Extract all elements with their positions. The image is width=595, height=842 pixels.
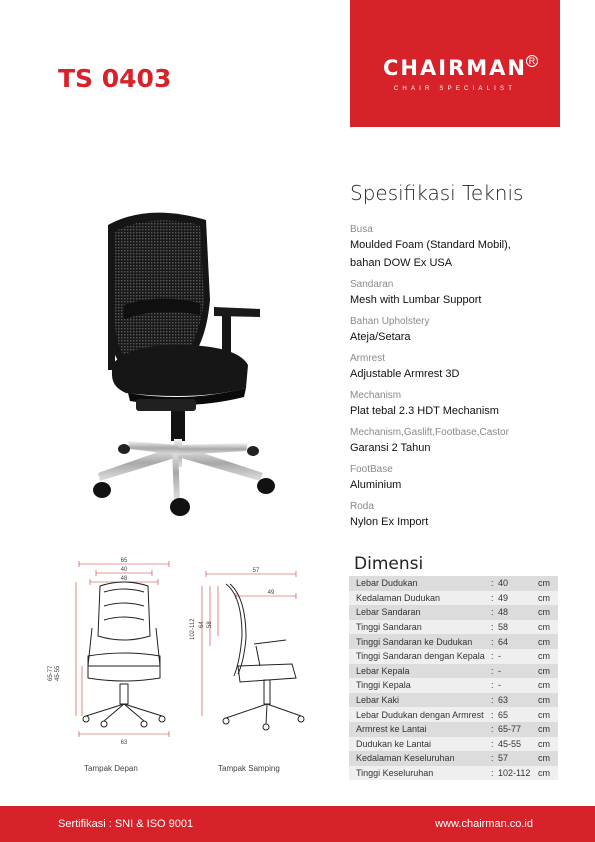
dim-65-77: 65-77 <box>48 665 54 681</box>
side-view-caption: Tampak Samping <box>218 764 280 773</box>
spec-item <box>350 223 570 272</box>
dim-unit: cm <box>538 678 558 693</box>
spec-value: Mesh with Lumbar Support <box>350 294 482 306</box>
dim-colon: : <box>491 693 498 708</box>
table-row <box>349 634 558 649</box>
table-row <box>349 664 558 679</box>
dim-unit: cm <box>538 620 558 635</box>
dim-label: Tinggi Sandaran <box>349 620 491 635</box>
dim-colon: : <box>491 620 498 635</box>
spec-item <box>350 426 570 457</box>
dim-unit: cm <box>538 649 558 664</box>
dim-colon: : <box>491 576 498 591</box>
dim-unit: cm <box>538 591 558 606</box>
dim-unit: cm <box>538 766 558 781</box>
table-row <box>349 620 558 635</box>
dim-64: 64 <box>199 621 205 628</box>
dim-value: - <box>498 678 538 693</box>
dim-label: Tinggi Sandaran ke Dudukan <box>349 634 491 649</box>
dim-colon: : <box>491 766 498 781</box>
dim-unit: cm <box>538 605 558 620</box>
dim-58: 58 <box>207 621 213 628</box>
spec-value: Aluminium <box>350 479 402 491</box>
front-view-caption: Tampak Depan <box>84 764 138 773</box>
dim-unit: cm <box>538 664 558 679</box>
table-row <box>349 649 558 664</box>
spec-item <box>350 315 570 346</box>
table-row <box>349 576 558 591</box>
dim-unit: cm <box>538 751 558 766</box>
dim-45-55: 45-55 <box>55 665 61 681</box>
certification-text: Sertifikasi : SNI & ISO 9001 <box>58 818 194 830</box>
spec-item <box>350 278 570 309</box>
dim-value: 64 <box>498 634 538 649</box>
spec-label: Roda <box>350 501 374 512</box>
table-row <box>349 737 558 752</box>
specs-title: Spesifikasi Teknis <box>350 181 524 205</box>
spec-label: Busa <box>350 224 373 235</box>
dim-label: Lebar Kaki <box>349 693 491 708</box>
dim-value: 45-55 <box>498 737 538 752</box>
dim-label: Lebar Dudukan <box>349 576 491 591</box>
dim-value: 102-112 <box>498 766 538 781</box>
table-row <box>349 693 558 708</box>
dim-40: 40 <box>120 567 128 573</box>
dimensions-table <box>349 576 558 780</box>
spec-label: Bahan Upholstery <box>350 316 430 327</box>
dimensions-title: Dimensi <box>354 554 424 574</box>
spec-label: Mechanism,Gaslift,Footbase,Castor <box>350 427 509 438</box>
dim-label: Lebar Dudukan dengan Armrest <box>349 707 491 722</box>
dim-colon: : <box>491 649 498 664</box>
dim-label: Armrest ke Lantai <box>349 722 491 737</box>
spec-label: Sandaran <box>350 279 394 290</box>
dim-colon: : <box>491 707 498 722</box>
table-row <box>349 591 558 606</box>
spec-value: Adjustable Armrest 3D <box>350 368 460 380</box>
dim-value: 65-77 <box>498 722 538 737</box>
dim-unit: cm <box>538 693 558 708</box>
dim-57: 57 <box>252 568 260 574</box>
dim-colon: : <box>491 722 498 737</box>
side-view-drawing <box>196 566 306 756</box>
spec-value: Plat tebal 2.3 HDT Mechanism <box>350 405 499 417</box>
dim-label: Tinggi Keseluruhan <box>349 766 491 781</box>
dim-colon: : <box>491 664 498 679</box>
dim-colon: : <box>491 634 498 649</box>
dim-unit: cm <box>538 707 558 722</box>
brand-logo <box>350 0 560 127</box>
table-row <box>349 605 558 620</box>
dim-unit: cm <box>538 576 558 591</box>
spec-label: Armrest <box>350 353 385 364</box>
dim-value: 65 <box>498 707 538 722</box>
dim-value: 57 <box>498 751 538 766</box>
spec-item <box>350 352 570 383</box>
table-row <box>349 766 558 781</box>
dim-102-112: 102-112 <box>190 618 196 640</box>
dim-65: 65 <box>120 558 128 564</box>
brand-tagline: CHAIR SPECIALIST <box>393 86 517 92</box>
dim-colon: : <box>491 678 498 693</box>
dim-label: Lebar Kepala <box>349 664 491 679</box>
dim-value: 63 <box>498 693 538 708</box>
spec-item <box>350 500 570 531</box>
spec-value: Moulded Foam (Standard Mobil), bahan DOW Ex USA <box>350 239 511 269</box>
dim-value: - <box>498 649 538 664</box>
dim-value: - <box>498 664 538 679</box>
spec-label: Mechanism <box>350 390 402 401</box>
spec-value: Nylon Ex Import <box>350 516 429 528</box>
dim-unit: cm <box>538 737 558 752</box>
dim-label: Kedalaman Dudukan <box>349 591 491 606</box>
dim-colon: : <box>491 737 498 752</box>
product-photo <box>88 205 303 525</box>
table-row <box>349 678 558 693</box>
website-link[interactable]: www.chairman.co.id <box>435 818 533 830</box>
footer-bar <box>0 806 595 842</box>
spec-value: Ateja/Setara <box>350 331 411 343</box>
dim-label: Tinggi Kepala <box>349 678 491 693</box>
table-row <box>349 722 558 737</box>
dim-label: Dudukan ke Lantai <box>349 737 491 752</box>
dim-label: Kedalaman Keseluruhan <box>349 751 491 766</box>
dim-colon: : <box>491 591 498 606</box>
dim-value: 58 <box>498 620 538 635</box>
dim-unit: cm <box>538 722 558 737</box>
dim-49: 49 <box>267 590 275 596</box>
dim-value: 49 <box>498 591 538 606</box>
dim-colon: : <box>491 751 498 766</box>
spec-label: FootBase <box>350 464 393 475</box>
front-view-drawing <box>74 556 174 756</box>
dim-colon: : <box>491 605 498 620</box>
table-row <box>349 751 558 766</box>
spec-item <box>350 389 570 420</box>
dim-label: Lebar Sandaran <box>349 605 491 620</box>
brand-name: CHAIRMAN <box>383 56 527 80</box>
dim-unit: cm <box>538 634 558 649</box>
dim-63: 63 <box>120 740 128 746</box>
dim-label: Tinggi Sandaran dengan Kepala <box>349 649 491 664</box>
table-row <box>349 707 558 722</box>
dim-48: 48 <box>120 576 128 582</box>
dim-value: 40 <box>498 576 538 591</box>
specs-list <box>350 223 570 537</box>
spec-item <box>350 463 570 494</box>
dim-value: 48 <box>498 605 538 620</box>
registered-mark: R <box>526 55 538 67</box>
model-title: TS 0403 <box>58 64 172 93</box>
spec-value: Garansi 2 Tahun <box>350 442 431 454</box>
